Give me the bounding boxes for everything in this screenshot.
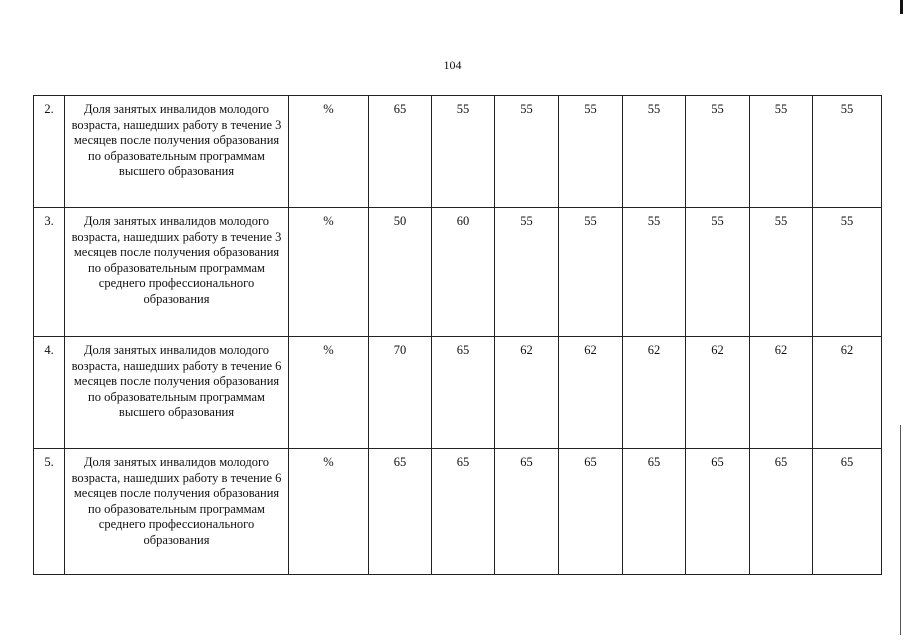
unit-cell: % (289, 208, 369, 337)
value-cell: 62 (495, 337, 559, 449)
value-cell: 65 (369, 96, 432, 208)
value-cell: 65 (750, 449, 813, 575)
value-cell: 65 (369, 449, 432, 575)
value-cell: 50 (369, 208, 432, 337)
value-cell: 62 (686, 337, 750, 449)
value-cell: 65 (686, 449, 750, 575)
value-cell: 55 (559, 208, 623, 337)
value-cell: 60 (432, 208, 495, 337)
value-cell: 55 (495, 96, 559, 208)
indicator-description: Доля занятых инвалидов молодого возраста, нашедших работу в течение 3 месяцев после получения образования по образовательным программам высшего образования (65, 96, 289, 208)
value-cell: 55 (559, 96, 623, 208)
row-number: 2. (34, 96, 65, 208)
table-row (34, 96, 882, 208)
value-cell: 62 (750, 337, 813, 449)
value-cell: 65 (495, 449, 559, 575)
value-cell: 55 (623, 208, 686, 337)
unit-cell: % (289, 96, 369, 208)
table-row (34, 337, 882, 449)
value-cell: 55 (495, 208, 559, 337)
value-cell: 55 (623, 96, 686, 208)
value-cell: 62 (813, 337, 882, 449)
page-number: 104 (443, 58, 462, 72)
value-cell: 55 (432, 96, 495, 208)
indicators-table (33, 95, 882, 575)
value-cell: 70 (369, 337, 432, 449)
value-cell: 55 (750, 208, 813, 337)
value-cell: 62 (623, 337, 686, 449)
table-row (34, 208, 882, 337)
row-number: 5. (34, 449, 65, 575)
value-cell: 55 (686, 208, 750, 337)
row-number: 3. (34, 208, 65, 337)
indicator-description: Доля занятых инвалидов молодого возраста, нашедших работу в течение 3 месяцев после получения образования по образовательным программам среднего профессионального образования (65, 208, 289, 337)
value-cell: 55 (750, 96, 813, 208)
value-cell: 55 (686, 96, 750, 208)
indicator-description: Доля занятых инвалидов молодого возраста, нашедших работу в течение 6 месяцев после получения образования по образовательным программам среднего профессионального образования (65, 449, 289, 575)
value-cell: 65 (623, 449, 686, 575)
value-cell: 65 (559, 449, 623, 575)
value-cell: 65 (432, 449, 495, 575)
value-cell: 55 (813, 96, 882, 208)
value-cell: 62 (559, 337, 623, 449)
unit-cell: % (289, 337, 369, 449)
indicator-description: Доля занятых инвалидов молодого возраста, нашедших работу в течение 6 месяцев после получения образования по образовательным программам высшего образования (65, 337, 289, 449)
unit-cell: % (289, 449, 369, 575)
scan-edge-mark (900, 0, 903, 14)
scan-edge-line (900, 425, 901, 635)
value-cell: 65 (432, 337, 495, 449)
value-cell: 65 (813, 449, 882, 575)
value-cell: 55 (813, 208, 882, 337)
row-number: 4. (34, 337, 65, 449)
table-row (34, 449, 882, 575)
